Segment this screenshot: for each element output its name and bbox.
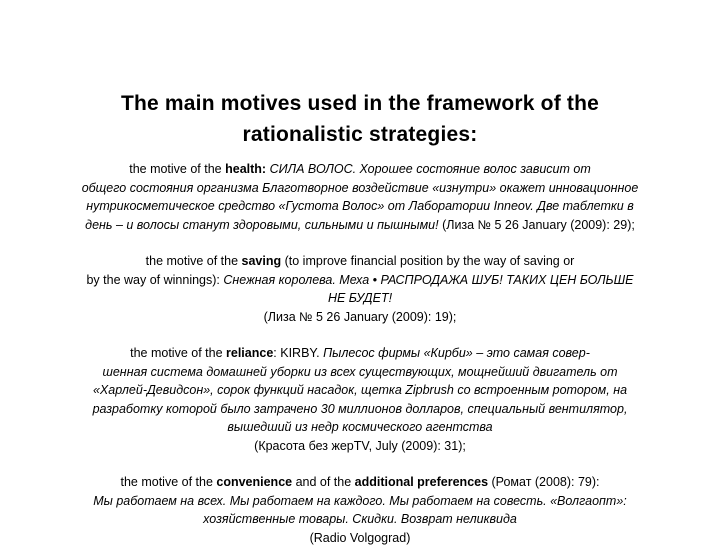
saving-note-2: by the way of winnings): xyxy=(86,273,223,287)
convenience-keyword-1: convenience xyxy=(216,475,292,489)
health-quote-3: нутрикосметическое средство «Густота Волос» от Лаборатории Inneov. Две таблетки в xyxy=(86,199,633,213)
reliance-line-3 xyxy=(18,381,702,400)
reliance-line-2 xyxy=(18,363,702,382)
reliance-quote-4: разработку которой было затрачено 30 миллионов долларов, специальный вентилятор, xyxy=(93,402,628,416)
health-line-4 xyxy=(18,216,702,235)
saving-source: (Лиза № 5 26 January (2009): 19); xyxy=(18,308,702,327)
reliance-source: (Красота без жерTV, July (2009): 31); xyxy=(18,437,702,456)
convenience-quote-3: хозяйственные товары. Скидки. Возврат неликвида xyxy=(203,512,517,526)
convenience-line-3 xyxy=(18,510,702,529)
convenience-source-2: (Radio Volgograd) xyxy=(18,529,702,547)
health-prefix: the motive of the xyxy=(129,162,225,176)
convenience-middle: and of the xyxy=(292,475,355,489)
motive-convenience xyxy=(18,473,702,547)
reliance-line-1 xyxy=(18,344,702,363)
health-line-2 xyxy=(18,179,702,198)
convenience-line-2 xyxy=(18,492,702,511)
reliance-prefix: the motive of the xyxy=(130,346,226,360)
reliance-keyword: reliance xyxy=(226,346,273,360)
convenience-quote-2: Мы работаем на всех. Мы работаем на каждого. Мы работаем на совесть. «Волгаопт»: xyxy=(93,494,627,508)
slide-title xyxy=(60,88,660,150)
health-line-3 xyxy=(18,197,702,216)
saving-note-1: (to improve financial position by the way of saving or xyxy=(281,254,574,268)
health-keyword: health: xyxy=(225,162,266,176)
saving-line-3 xyxy=(18,289,702,308)
convenience-line-1 xyxy=(18,473,702,492)
health-source: (Лиза № 5 26 January (2009): 29); xyxy=(439,218,635,232)
reliance-line-4 xyxy=(18,400,702,419)
health-quote-4: день – и волосы станут здоровыми, сильными и пышными! xyxy=(85,218,438,232)
saving-quote-2: Снежная королева. Меха • РАСПРОДАЖА ШУБ! ТАКИХ ЦЕН БОЛЬШЕ xyxy=(223,273,633,287)
health-quote-1: СИЛА ВОЛОС. Хорошее состояние волос зависит от xyxy=(266,162,591,176)
reliance-quote-3: «Харлей-Девидсон», сорок функций насадок, щетка Zipbrush со встроенным ротором, на xyxy=(93,383,627,397)
saving-line-1 xyxy=(18,252,702,271)
reliance-quote-1: Пылесос фирмы «Кирби» – это самая совер- xyxy=(323,346,590,360)
saving-quote-3: НЕ БУДЕТ! xyxy=(328,291,392,305)
convenience-keyword-2: additional preferences xyxy=(355,475,488,489)
reliance-quote-2: шенная система домашней уборки из всех существующих, мощнейший двигатель от xyxy=(102,365,617,379)
motive-health xyxy=(18,160,702,234)
reliance-line-5 xyxy=(18,418,702,437)
convenience-source-1: (Ромат (2008): 79): xyxy=(488,475,599,489)
reliance-brand: : KIRBY. xyxy=(273,346,323,360)
reliance-quote-5: вышедший из недр космического агентства xyxy=(227,420,492,434)
convenience-prefix: the motive of the xyxy=(120,475,216,489)
motive-reliance xyxy=(18,344,702,455)
saving-line-2 xyxy=(18,271,702,290)
health-line-1 xyxy=(18,160,702,179)
saving-prefix: the motive of the xyxy=(146,254,242,268)
title-line-1: The main motives used in the framework of the xyxy=(60,88,660,119)
motive-saving xyxy=(18,252,702,326)
slide-body xyxy=(18,160,702,547)
title-line-2: rationalistic strategies: xyxy=(60,119,660,150)
health-quote-2: общего состояния организма Благотворное воздействие «изнутри» окажет инновационное xyxy=(82,181,639,195)
saving-keyword: saving xyxy=(242,254,282,268)
